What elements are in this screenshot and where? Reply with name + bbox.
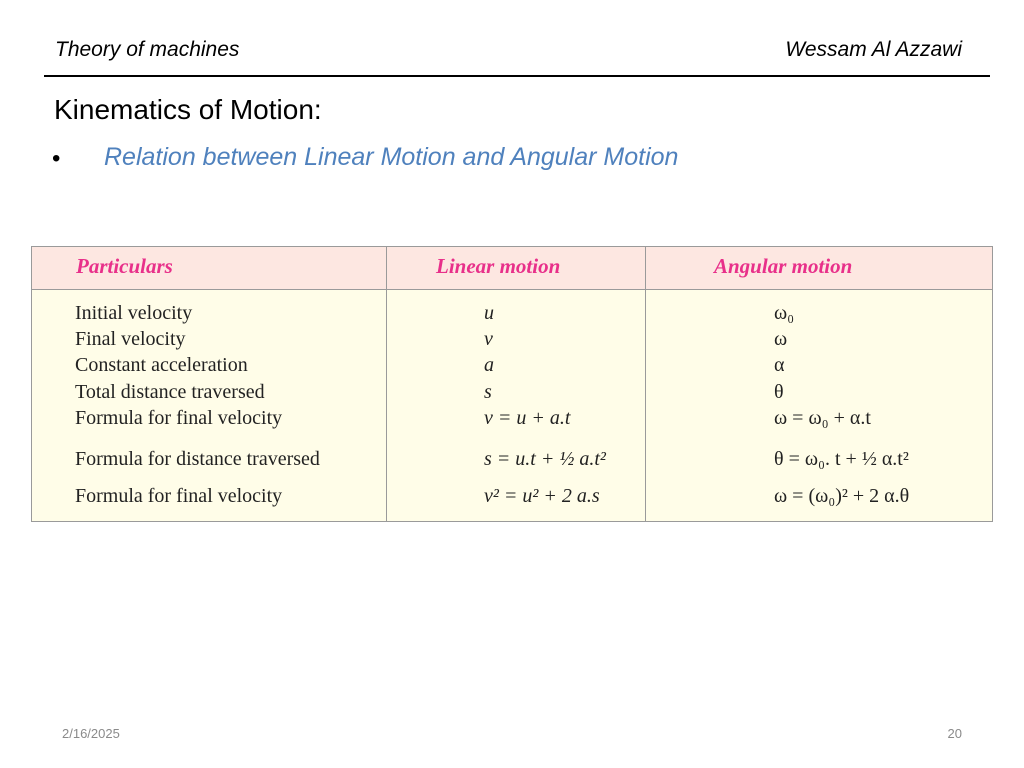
table-row <box>32 326 992 352</box>
page-number: 20 <box>947 726 962 741</box>
particular-cell: Formula for final velocity <box>75 485 283 507</box>
particular-cell: Initial velocity <box>75 302 193 324</box>
motion-comparison-table <box>31 246 993 522</box>
angular-cell: θ = ω₀. t + ½ α.t² <box>774 448 909 470</box>
particular-cell: Formula for distance traversed <box>75 448 320 470</box>
header-linear-motion: Linear motion <box>436 254 561 278</box>
header-angular-motion: Angular motion <box>714 254 853 278</box>
bullet-text: Relation between Linear Motion and Angular Motion <box>104 143 679 171</box>
angular-cell: α <box>774 354 785 376</box>
angular-cell: ω = ω₀ + α.t <box>774 407 871 429</box>
header-course-title: Theory of machines <box>55 38 240 61</box>
table-row <box>32 405 992 431</box>
table-row <box>32 483 992 509</box>
table-row <box>32 352 992 378</box>
bullet-marker: • <box>52 145 61 172</box>
angular-cell: ω <box>774 328 788 350</box>
table-row <box>32 446 992 472</box>
header-divider <box>44 75 990 77</box>
linear-cell: u <box>484 302 494 324</box>
table-header-row <box>32 247 992 290</box>
slide-title: Kinematics of Motion: <box>54 94 322 125</box>
footer-date: 2/16/2025 <box>62 726 120 741</box>
linear-cell: v = u + a.t <box>484 407 571 429</box>
particular-cell: Formula for final velocity <box>75 407 283 429</box>
angular-cell: ω₀ <box>774 302 795 324</box>
table-row <box>32 379 992 405</box>
table-row <box>32 300 992 326</box>
particular-cell: Final velocity <box>75 328 186 350</box>
header-particulars: Particulars <box>76 254 173 278</box>
particular-cell: Total distance traversed <box>75 381 265 403</box>
angular-cell: θ <box>774 381 784 403</box>
linear-cell: v² = u² + 2 a.s <box>484 485 600 507</box>
linear-cell: a <box>484 354 494 376</box>
linear-cell: s <box>484 381 492 403</box>
linear-cell: s = u.t + ½ a.t² <box>484 448 606 470</box>
linear-cell: v <box>484 328 493 350</box>
angular-cell: ω = (ω₀)² + 2 α.θ <box>774 485 910 507</box>
header-author: Wessam Al Azzawi <box>785 38 962 61</box>
particular-cell: Constant acceleration <box>75 354 248 376</box>
